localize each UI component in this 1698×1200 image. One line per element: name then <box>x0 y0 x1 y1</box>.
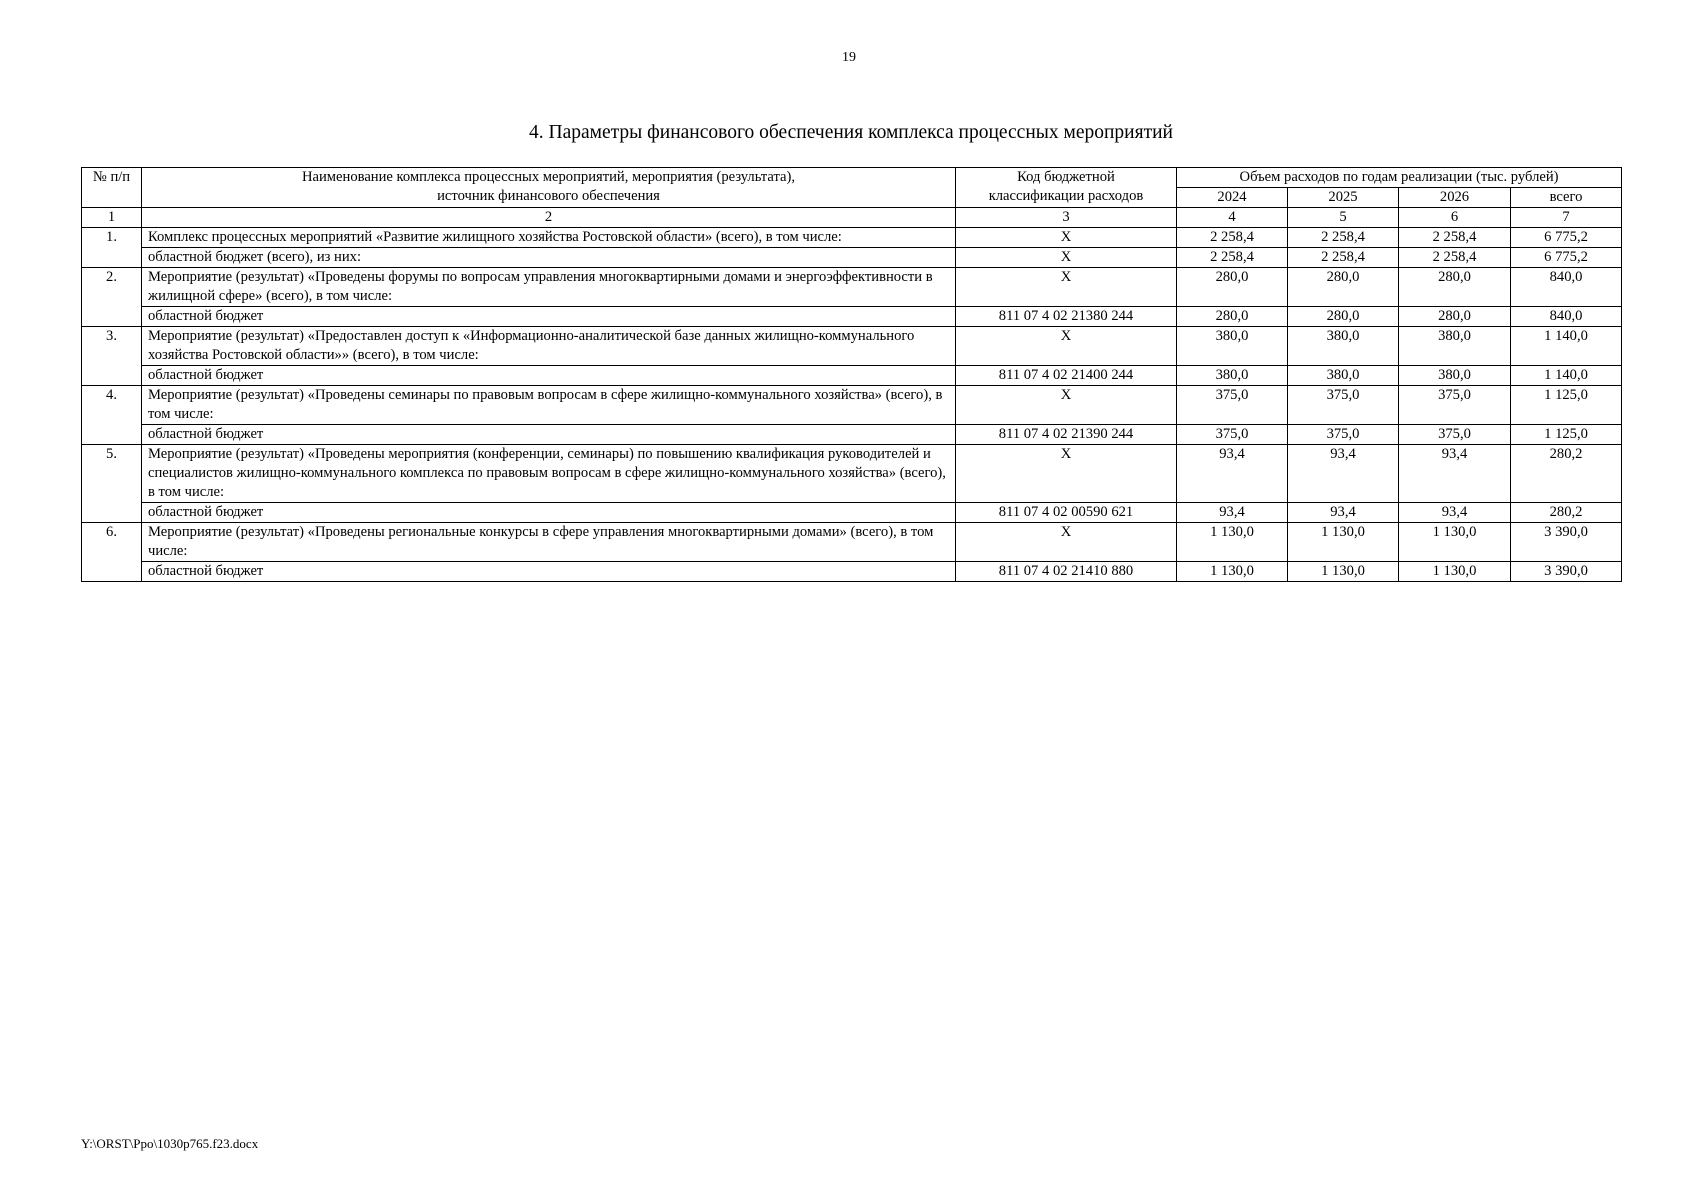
value-2025: 1 130,0 <box>1288 562 1399 582</box>
value-total: 6 775,2 <box>1511 248 1622 268</box>
value-total: 1 140,0 <box>1511 366 1622 386</box>
value-2025: 93,4 <box>1288 503 1399 523</box>
table-row-budget <box>82 562 1622 582</box>
budget-code: 811 07 4 02 00590 621 <box>956 503 1177 523</box>
item-name: Мероприятие (результат) «Проведены мероприятия (конференции, семинары) по повышению квалификация руководителей и специалистов жилищно-коммунального комплекса по правовым вопросам в сфере жилищно-коммунального хозяйства» (всего), в том числе: <box>142 445 956 503</box>
value-2024: 375,0 <box>1177 425 1288 445</box>
budget-code: X <box>956 386 1177 425</box>
table-header <box>82 168 1622 228</box>
value-total: 840,0 <box>1511 268 1622 307</box>
header-name-line2: источник финансового обеспечения <box>437 188 660 204</box>
budget-code: 811 07 4 02 21390 244 <box>956 425 1177 445</box>
header-code <box>956 168 1177 208</box>
budget-code: X <box>956 327 1177 366</box>
value-2025: 2 258,4 <box>1288 228 1399 248</box>
value-2024: 2 258,4 <box>1177 248 1288 268</box>
column-number: 1 <box>82 208 142 228</box>
header-year-total: всего <box>1511 188 1622 208</box>
row-number: 6. <box>82 523 142 582</box>
budget-code: X <box>956 248 1177 268</box>
table-row-budget <box>82 425 1622 445</box>
budget-code: X <box>956 523 1177 562</box>
column-number: 3 <box>956 208 1177 228</box>
column-number: 7 <box>1511 208 1622 228</box>
funding-source: областной бюджет <box>142 425 956 445</box>
value-2024: 380,0 <box>1177 327 1288 366</box>
value-2025: 93,4 <box>1288 445 1399 503</box>
value-total: 840,0 <box>1511 307 1622 327</box>
value-total: 280,2 <box>1511 445 1622 503</box>
page-number: 19 <box>842 50 856 65</box>
value-2026: 375,0 <box>1399 386 1511 425</box>
financial-table-container <box>81 167 1621 582</box>
budget-code: 811 07 4 02 21380 244 <box>956 307 1177 327</box>
value-2025: 1 130,0 <box>1288 523 1399 562</box>
budget-code: 811 07 4 02 21400 244 <box>956 366 1177 386</box>
funding-source: областной бюджет <box>142 366 956 386</box>
value-2024: 93,4 <box>1177 445 1288 503</box>
row-number: 3. <box>82 327 142 386</box>
value-2026: 1 130,0 <box>1399 523 1511 562</box>
value-total: 1 140,0 <box>1511 327 1622 366</box>
table-row-budget <box>82 307 1622 327</box>
table-row-item <box>82 228 1622 248</box>
table-row-item <box>82 523 1622 562</box>
value-2024: 375,0 <box>1177 386 1288 425</box>
column-number: 5 <box>1288 208 1399 228</box>
value-2025: 380,0 <box>1288 327 1399 366</box>
value-total: 280,2 <box>1511 503 1622 523</box>
item-name: Комплекс процессных мероприятий «Развитие жилищного хозяйства Ростовской области» (всего), в том числе: <box>142 228 956 248</box>
item-name: Мероприятие (результат) «Проведены форумы по вопросам управления многоквартирными домами и энергоэффективности в жилищной сфере» (всего), в том числе: <box>142 268 956 307</box>
value-2026: 380,0 <box>1399 366 1511 386</box>
row-number: 2. <box>82 268 142 327</box>
table-body <box>82 228 1622 582</box>
funding-source: областной бюджет <box>142 307 956 327</box>
value-2026: 93,4 <box>1399 445 1511 503</box>
header-year-2026: 2026 <box>1399 188 1511 208</box>
funding-source: областной бюджет <box>142 562 956 582</box>
budget-code: X <box>956 228 1177 248</box>
header-year-2024: 2024 <box>1177 188 1288 208</box>
section-title: 4. Параметры финансового обеспечения комплекса процессных мероприятий <box>529 122 1173 143</box>
header-expenses: Объем расходов по годам реализации (тыс. рублей) <box>1177 168 1622 188</box>
item-name: Мероприятие (результат) «Проведены семинары по правовым вопросам в сфере жилищно-коммунального хозяйства» (всего), в том числе: <box>142 386 956 425</box>
header-num: № п/п <box>82 168 142 208</box>
column-number: 4 <box>1177 208 1288 228</box>
header-name-line1: Наименование комплекса процессных мероприятий, мероприятия (результата), <box>301 169 796 185</box>
value-2024: 93,4 <box>1177 503 1288 523</box>
value-2025: 375,0 <box>1288 386 1399 425</box>
value-2025: 375,0 <box>1288 425 1399 445</box>
budget-code: 811 07 4 02 21410 880 <box>956 562 1177 582</box>
row-number: 1. <box>82 228 142 268</box>
value-total: 1 125,0 <box>1511 386 1622 425</box>
table-row-item <box>82 386 1622 425</box>
header-code-line1: Код бюджетной <box>1017 169 1115 185</box>
value-total: 1 125,0 <box>1511 425 1622 445</box>
value-2024: 1 130,0 <box>1177 562 1288 582</box>
item-name: Мероприятие (результат) «Предоставлен доступ к «Информационно-аналитической базе данных жилищно-коммунального хозяйства Ростовской области»» (всего), в том числе: <box>142 327 956 366</box>
value-total: 3 390,0 <box>1511 523 1622 562</box>
footer-file-path: Y:\ORST\Ppo\1030p765.f23.docx <box>81 1136 259 1151</box>
row-number: 4. <box>82 386 142 445</box>
value-2026: 280,0 <box>1399 307 1511 327</box>
table-row-item <box>82 445 1622 503</box>
funding-source: областной бюджет <box>142 503 956 523</box>
value-2024: 280,0 <box>1177 268 1288 307</box>
financial-table <box>81 167 1622 582</box>
table-row-item <box>82 268 1622 307</box>
value-2025: 280,0 <box>1288 307 1399 327</box>
table-row-budget <box>82 248 1622 268</box>
value-2025: 380,0 <box>1288 366 1399 386</box>
value-2026: 93,4 <box>1399 503 1511 523</box>
table-row-item <box>82 327 1622 366</box>
budget-code: X <box>956 268 1177 307</box>
table-row-budget <box>82 366 1622 386</box>
column-numbers-row <box>82 208 1622 228</box>
value-2026: 380,0 <box>1399 327 1511 366</box>
header-row-1 <box>82 168 1622 188</box>
item-name: Мероприятие (результат) «Проведены региональные конкурсы в сфере управления многоквартирными домами» (всего), в том числе: <box>142 523 956 562</box>
table-row-budget <box>82 503 1622 523</box>
value-2024: 380,0 <box>1177 366 1288 386</box>
value-2025: 280,0 <box>1288 268 1399 307</box>
column-number: 2 <box>142 208 956 228</box>
value-2026: 1 130,0 <box>1399 562 1511 582</box>
value-2026: 2 258,4 <box>1399 248 1511 268</box>
value-total: 3 390,0 <box>1511 562 1622 582</box>
header-code-line2: классификации расходов <box>988 188 1144 204</box>
value-2024: 2 258,4 <box>1177 228 1288 248</box>
value-2024: 1 130,0 <box>1177 523 1288 562</box>
funding-source: областной бюджет (всего), из них: <box>142 248 956 268</box>
value-2026: 375,0 <box>1399 425 1511 445</box>
row-number: 5. <box>82 445 142 523</box>
header-name <box>142 168 956 208</box>
value-2024: 280,0 <box>1177 307 1288 327</box>
value-2026: 2 258,4 <box>1399 228 1511 248</box>
value-2026: 280,0 <box>1399 268 1511 307</box>
column-number: 6 <box>1399 208 1511 228</box>
budget-code: X <box>956 445 1177 503</box>
value-total: 6 775,2 <box>1511 228 1622 248</box>
value-2025: 2 258,4 <box>1288 248 1399 268</box>
header-year-2025: 2025 <box>1288 188 1399 208</box>
